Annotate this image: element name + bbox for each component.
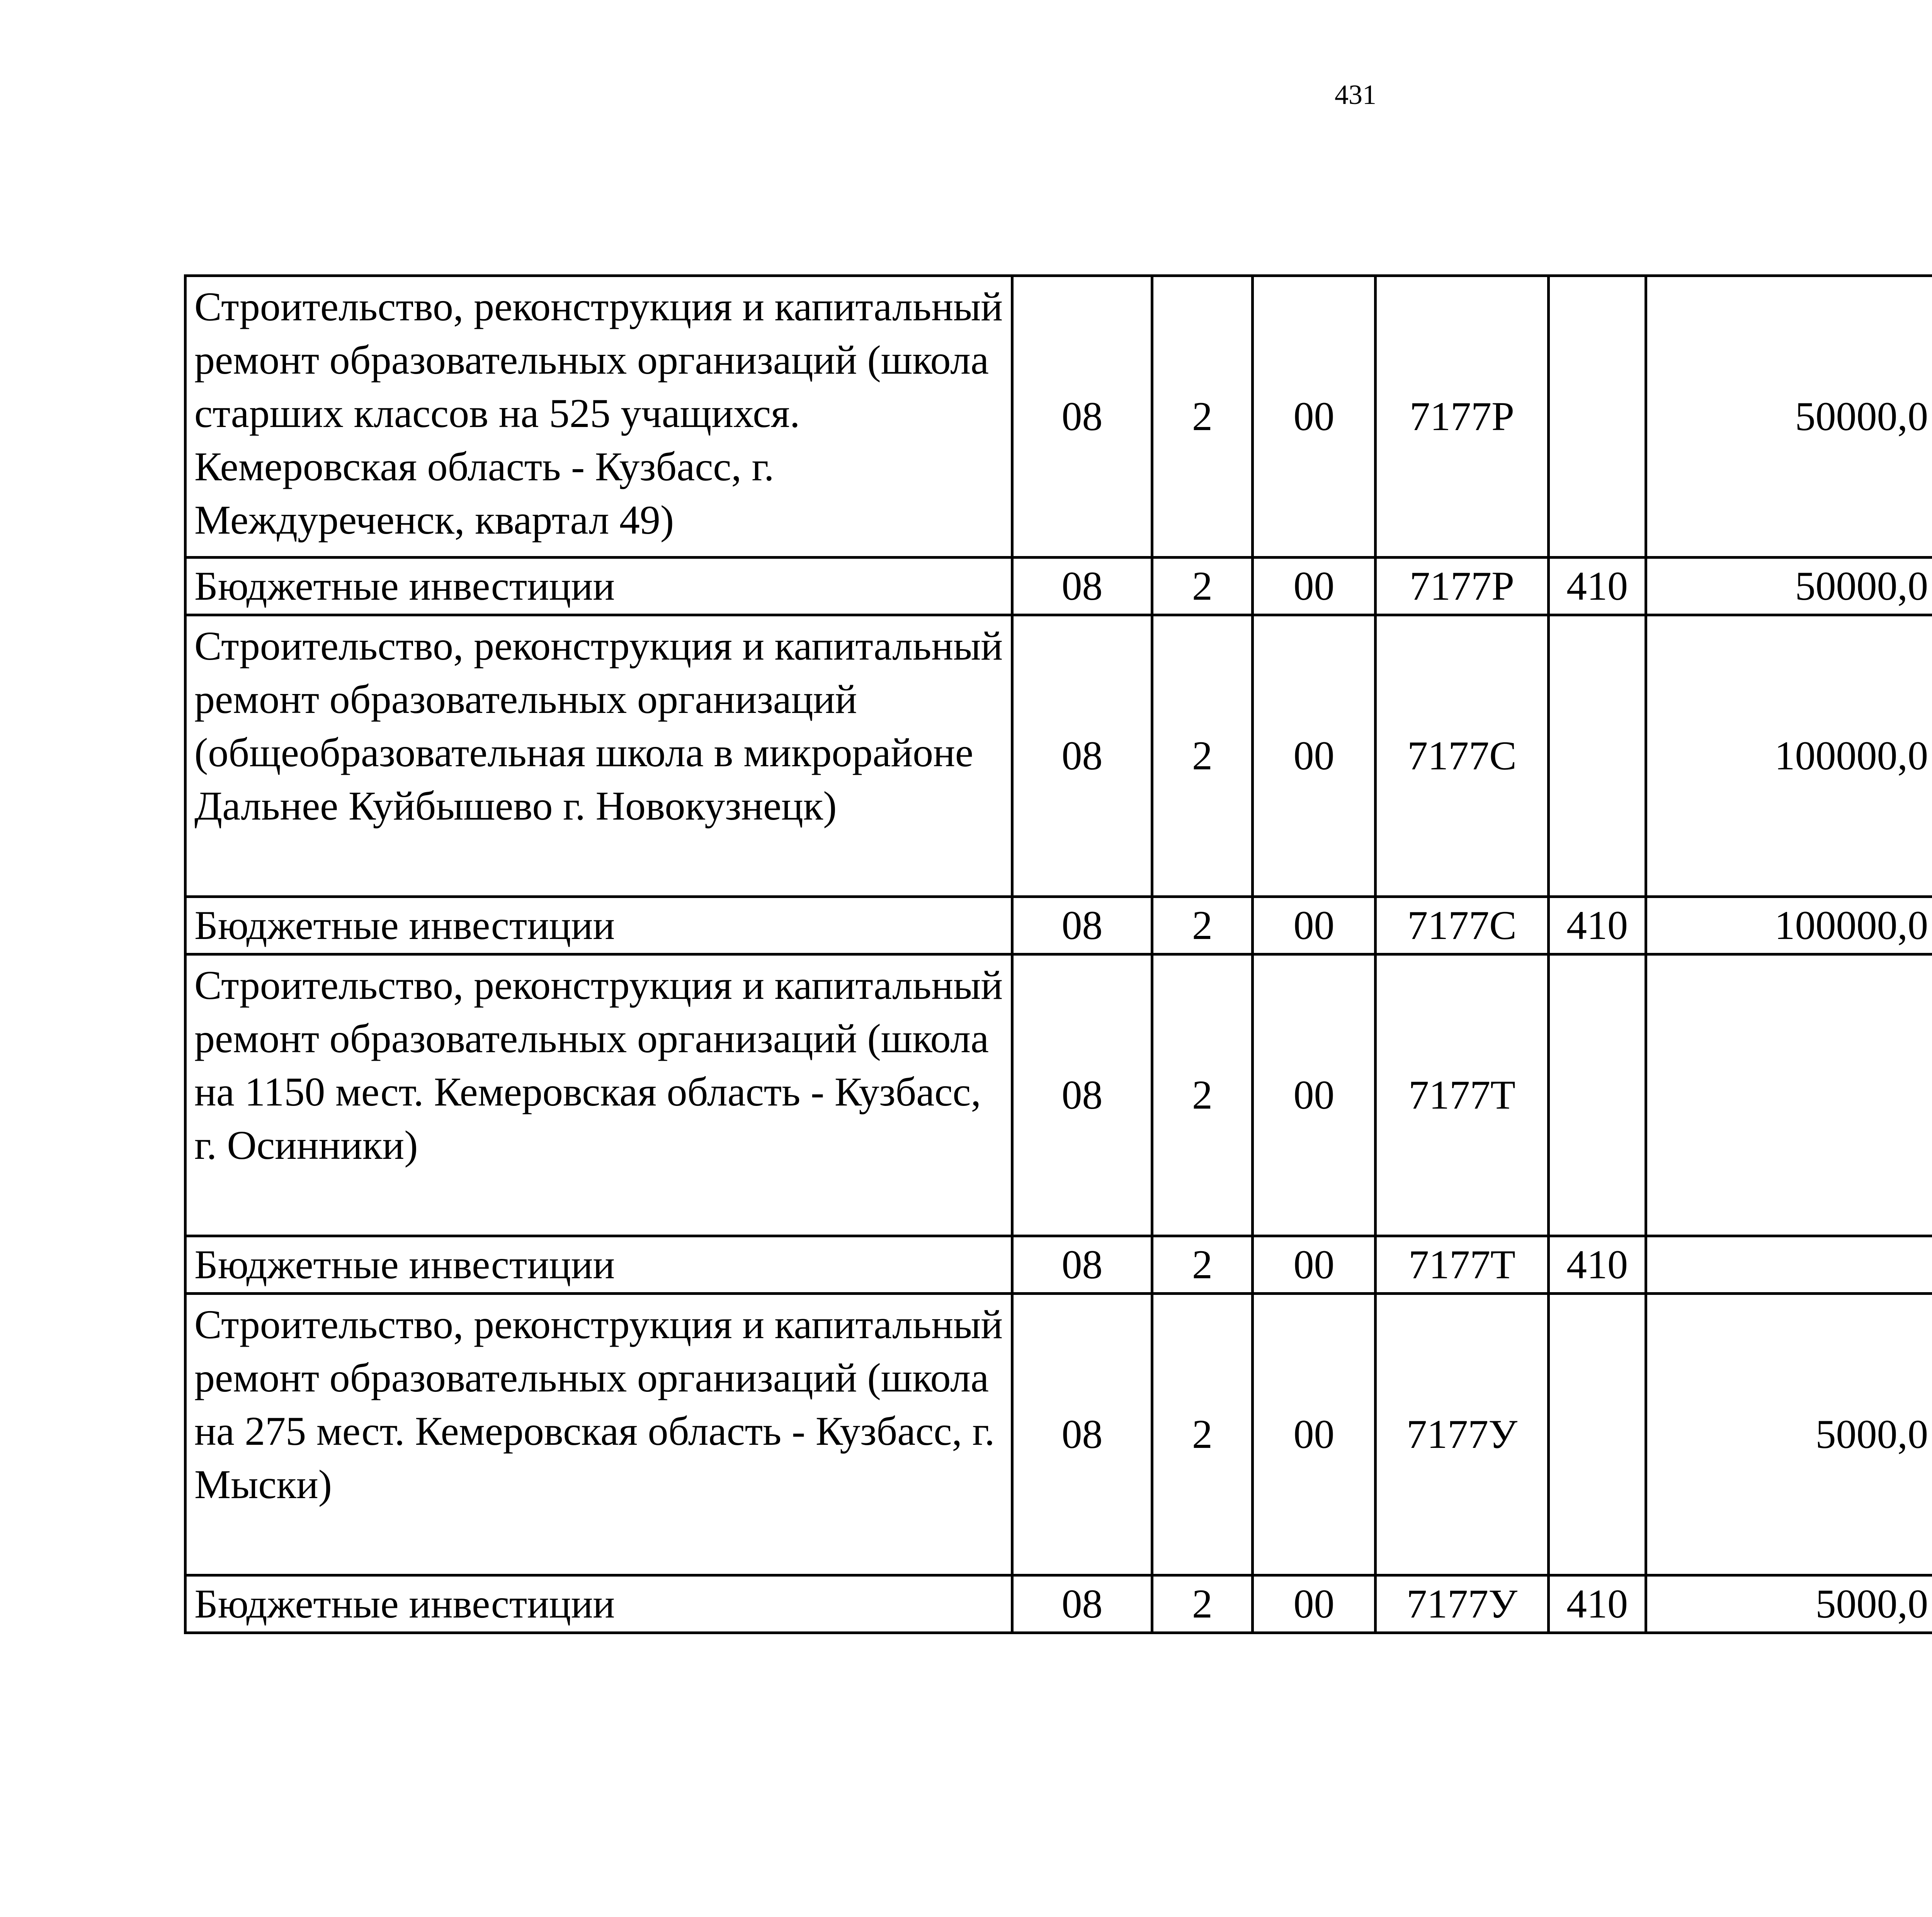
- page-number: 431: [1335, 79, 1376, 110]
- subprogram-code: 00: [1253, 897, 1376, 954]
- direction-code: 7177Р: [1376, 558, 1549, 615]
- expense-type-code: [1549, 615, 1646, 897]
- table-row: [185, 1294, 1932, 1575]
- row-description: Строительство, реконструкция и капитальный ремонт образовательных организаций (школа на 275 мест. Кемеровская область - Кузбасс, г. Мыски): [185, 1294, 1012, 1575]
- amount-1: 50000,0: [1646, 558, 1932, 615]
- row-description: Бюджетные инвестиции: [185, 1236, 1012, 1294]
- subprogram-code: 00: [1253, 1575, 1376, 1633]
- program-code: 2: [1152, 276, 1253, 558]
- row-description: Бюджетные инвестиции: [185, 897, 1012, 954]
- direction-code: 7177У: [1376, 1294, 1549, 1575]
- section-code: 08: [1012, 276, 1152, 558]
- program-code: 2: [1152, 954, 1253, 1236]
- subprogram-code: 00: [1253, 1236, 1376, 1294]
- section-code: 08: [1012, 1575, 1152, 1633]
- program-code: 2: [1152, 615, 1253, 897]
- amount-1: 5000,0: [1646, 1294, 1932, 1575]
- table-row: [185, 954, 1932, 1236]
- amount-1: 100000,0: [1646, 897, 1932, 954]
- section-code: 08: [1012, 954, 1152, 1236]
- table-row: [185, 615, 1932, 897]
- expense-type-code: 410: [1549, 1236, 1646, 1294]
- section-code: 08: [1012, 897, 1152, 954]
- section-code: 08: [1012, 615, 1152, 897]
- row-description: Бюджетные инвестиции: [185, 1575, 1012, 1633]
- direction-code: 7177Т: [1376, 1236, 1549, 1294]
- table-row: [185, 897, 1932, 954]
- amount-1: [1646, 1236, 1932, 1294]
- subprogram-code: 00: [1253, 1294, 1376, 1575]
- program-code: 2: [1152, 1575, 1253, 1633]
- expense-type-code: [1549, 1294, 1646, 1575]
- row-description: Строительство, реконструкция и капитальный ремонт образовательных организаций (школа старших классов на 525 учащихся. Кемеровская область - Кузбасс, г. Междуреченск, квартал 49): [185, 276, 1012, 558]
- budget-table: [184, 274, 1932, 1634]
- amount-1: 100000,0: [1646, 615, 1932, 897]
- table-row: [185, 1236, 1932, 1294]
- section-code: 08: [1012, 558, 1152, 615]
- amount-1: 50000,0: [1646, 276, 1932, 558]
- program-code: 2: [1152, 558, 1253, 615]
- section-code: 08: [1012, 1236, 1152, 1294]
- direction-code: 7177Т: [1376, 954, 1549, 1236]
- expense-type-code: [1549, 276, 1646, 558]
- subprogram-code: 00: [1253, 558, 1376, 615]
- subprogram-code: 00: [1253, 276, 1376, 558]
- direction-code: 7177У: [1376, 1575, 1549, 1633]
- section-code: 08: [1012, 1294, 1152, 1575]
- table-row: [185, 276, 1932, 558]
- program-code: 2: [1152, 1294, 1253, 1575]
- expense-type-code: 410: [1549, 558, 1646, 615]
- row-description: Строительство, реконструкция и капитальный ремонт образовательных организаций (общеобразовательная школа в микрорайоне Дальнее Куйбышево г. Новокузнецк): [185, 615, 1012, 897]
- subprogram-code: 00: [1253, 615, 1376, 897]
- subprogram-code: 00: [1253, 954, 1376, 1236]
- direction-code: 7177С: [1376, 615, 1549, 897]
- direction-code: 7177С: [1376, 897, 1549, 954]
- expense-type-code: [1549, 954, 1646, 1236]
- program-code: 2: [1152, 1236, 1253, 1294]
- direction-code: 7177Р: [1376, 276, 1549, 558]
- table-row: [185, 558, 1932, 615]
- program-code: 2: [1152, 897, 1253, 954]
- table-row: [185, 1575, 1932, 1633]
- amount-1: 5000,0: [1646, 1575, 1932, 1633]
- row-description: Строительство, реконструкция и капитальный ремонт образовательных организаций (школа на 1150 мест. Кемеровская область - Кузбасс, г. Осинники): [185, 954, 1012, 1236]
- row-description: Бюджетные инвестиции: [185, 558, 1012, 615]
- amount-1: [1646, 954, 1932, 1236]
- expense-type-code: 410: [1549, 1575, 1646, 1633]
- expense-type-code: 410: [1549, 897, 1646, 954]
